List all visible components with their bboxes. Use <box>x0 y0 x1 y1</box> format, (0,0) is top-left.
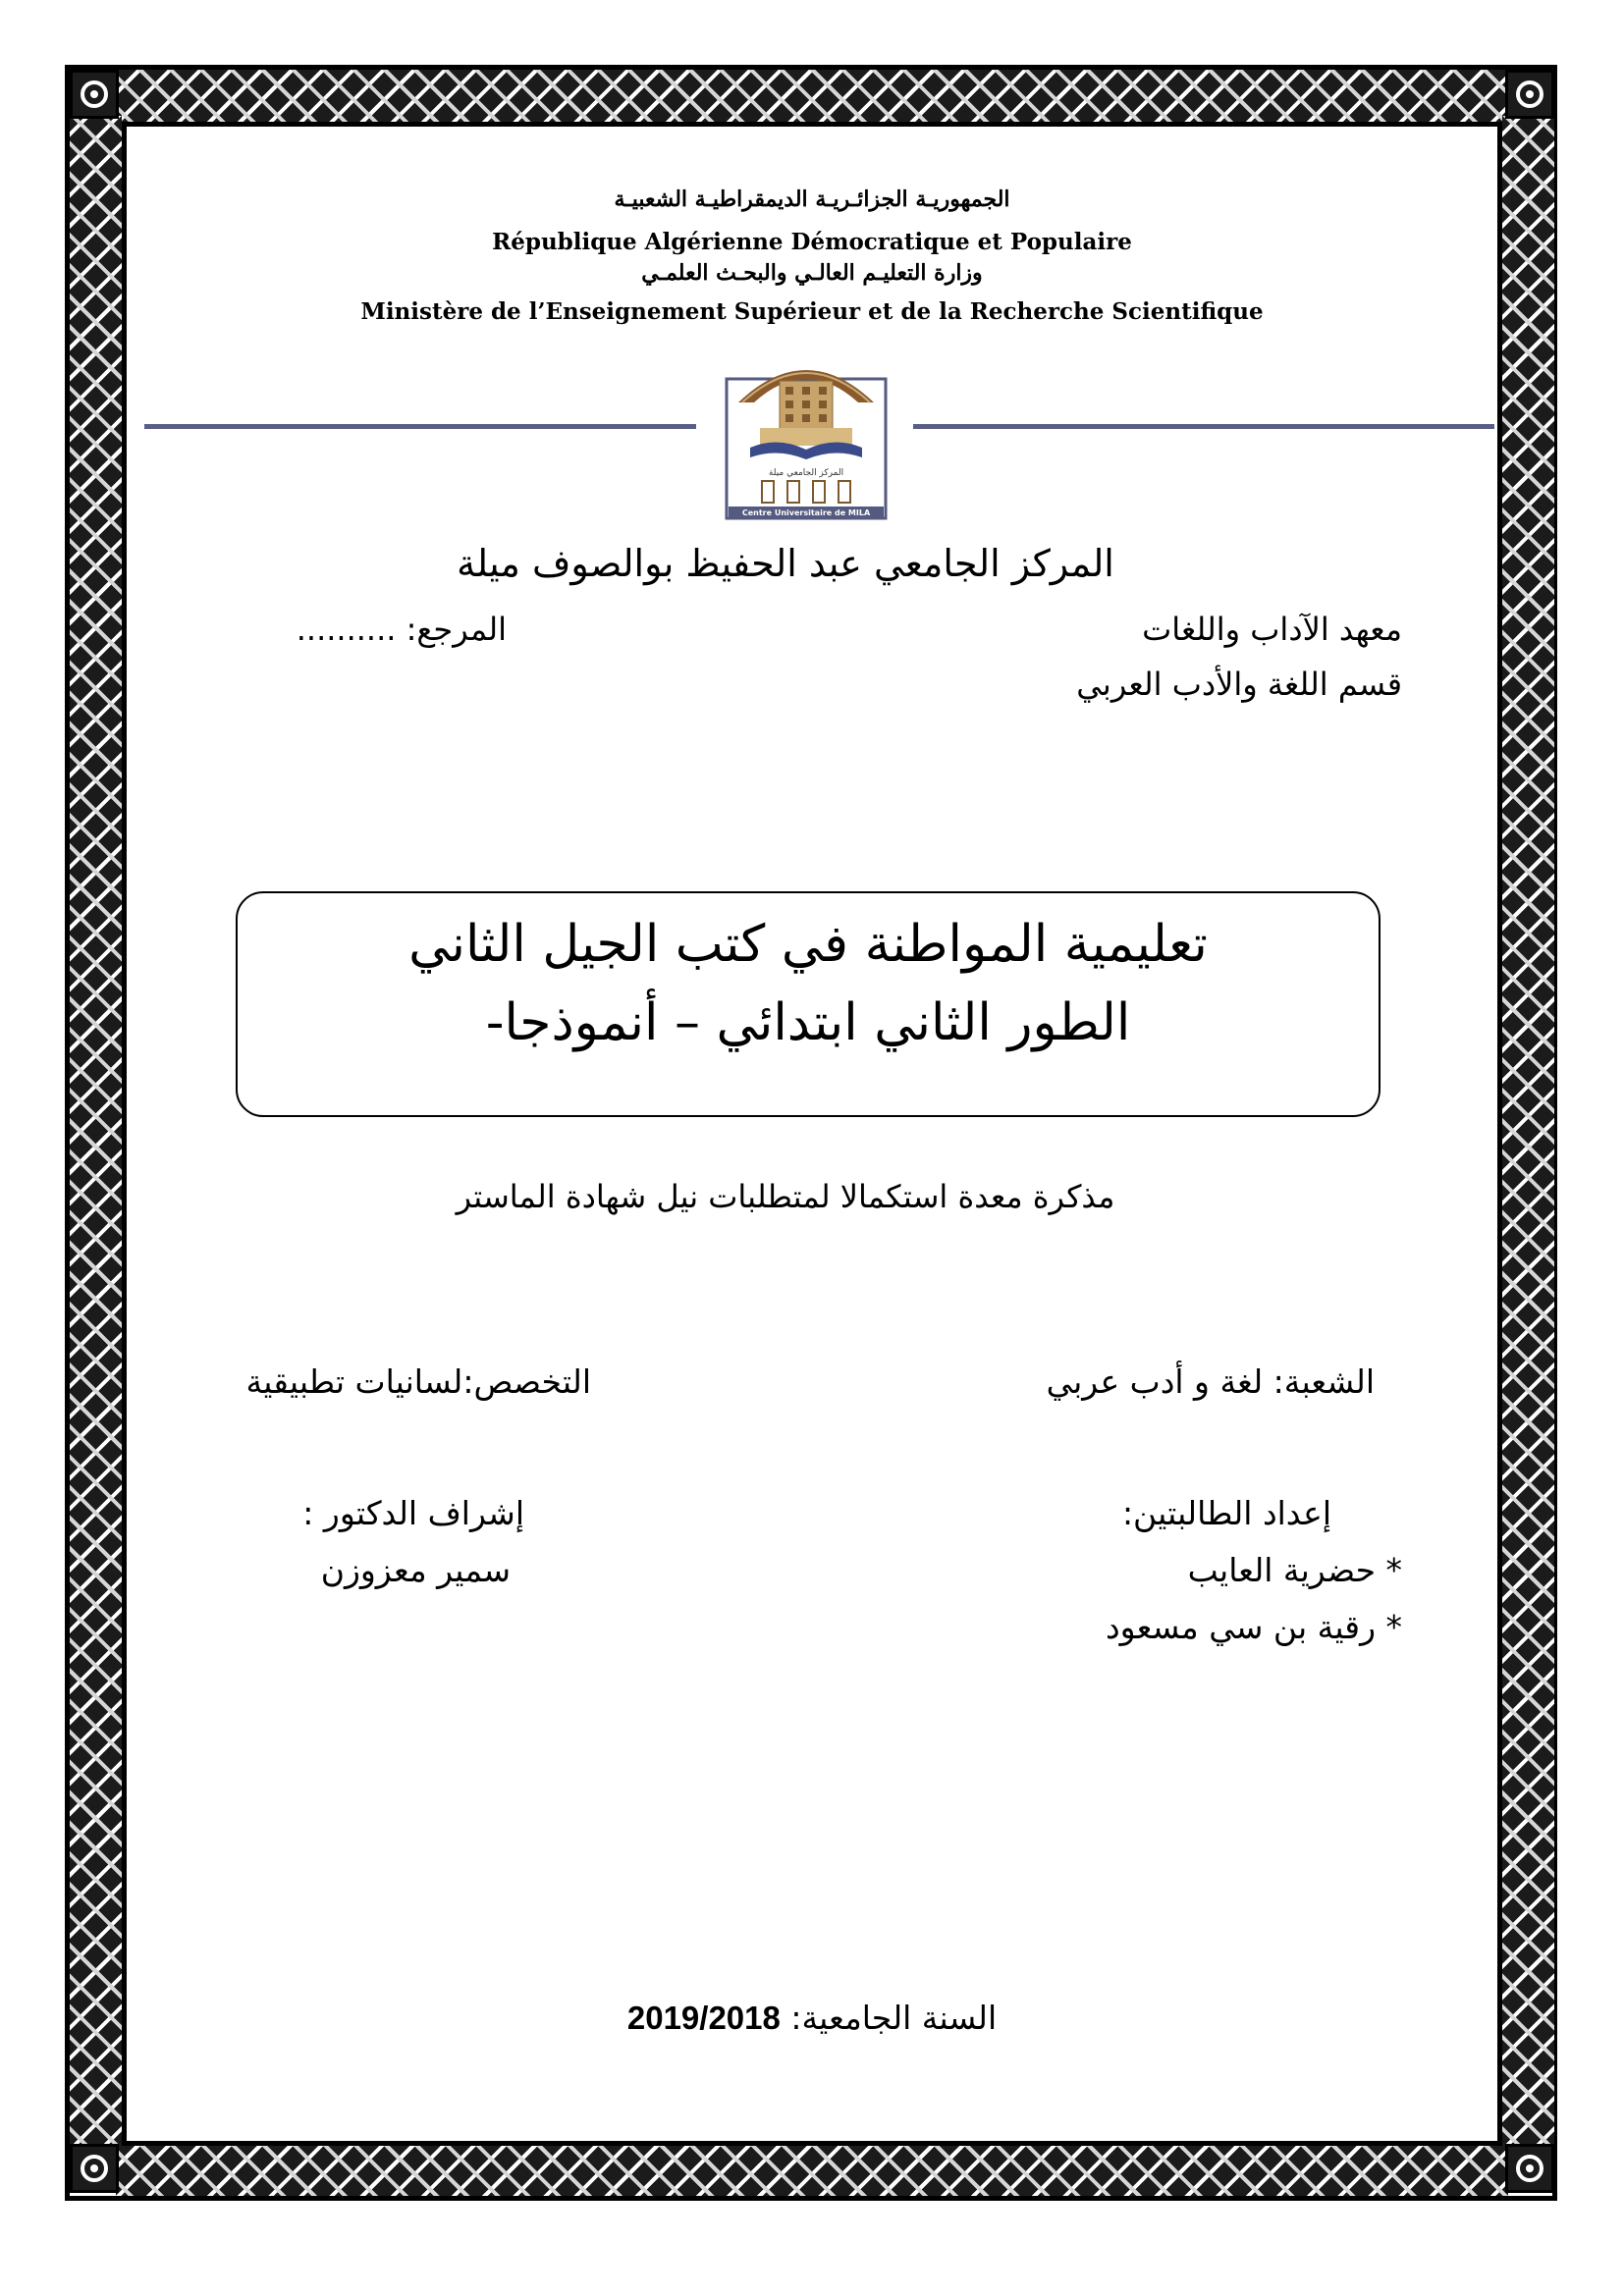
republic-french: République Algérienne Démocratique et Populaire <box>492 229 1132 255</box>
academic-year-label: السنة الجامعية: <box>790 1999 998 2037</box>
ministry-arabic: وزارة التعليـم العالـي والبحـث العلمـي <box>641 260 983 286</box>
student-name: * رقية بن سي مسعود <box>1105 1608 1402 1646</box>
department-name: قسم اللغة والأدب العربي <box>1076 666 1402 703</box>
corner-ornament-icon <box>1505 2144 1554 2193</box>
branch-field: الشعبة: لغة و أدب عربي <box>1046 1362 1375 1401</box>
corner-ornament-icon <box>1505 70 1554 119</box>
ministry-french: Ministère de l’Enseignement Supérieur et de la Recherche Scientifique <box>360 298 1264 325</box>
thesis-title-line2: الطور الثاني ابتدائي – أنموذجا- <box>485 993 1131 1052</box>
supervisor-name: سمير معزوزن <box>320 1551 511 1589</box>
specialty-field: التخصص:لسانيات تطبيقية <box>245 1362 591 1401</box>
header-rule-left <box>144 424 696 429</box>
university-center-name: المركز الجامعي عبد الحفيظ بوالصوف ميلة <box>457 542 1114 585</box>
student-name: * حضرية العايب <box>1187 1551 1402 1589</box>
logo-caption: Centre Universitaire de MILA <box>741 508 871 517</box>
logo-arabic-text: المركز الجامعي ميلة <box>768 468 844 478</box>
border-band-bottom <box>116 2144 1508 2196</box>
corner-ornament-icon <box>70 70 119 119</box>
thesis-purpose: مذكرة معدة استكمالا لمتطلبات نيل شهادة الماستر <box>456 1178 1115 1215</box>
students-label: إعداد الطالبتين: <box>1121 1494 1331 1532</box>
academic-year <box>550 1999 1074 2037</box>
university-logo <box>721 342 892 524</box>
academic-year-value: 2019/2018 <box>626 2000 781 2036</box>
republic-arabic: الجمهوريـة الجزائـريـة الديمقراطيـة الشعبيـة <box>614 187 1010 212</box>
reference-field: المرجع: .......... <box>296 611 507 648</box>
border-band-top <box>116 70 1508 122</box>
supervisor-label: إشراف الدكتور : <box>302 1494 524 1532</box>
institute-name: معهد الآداب واللغات <box>1142 611 1402 648</box>
corner-ornament-icon <box>70 2144 119 2193</box>
university-logo-icon <box>721 342 892 524</box>
header-rule-right <box>913 424 1494 429</box>
thesis-title-line1: تعليمية المواطنة في كتب الجيل الثاني <box>408 915 1208 974</box>
border-band-left <box>70 116 122 2144</box>
border-band-right <box>1502 116 1554 2144</box>
